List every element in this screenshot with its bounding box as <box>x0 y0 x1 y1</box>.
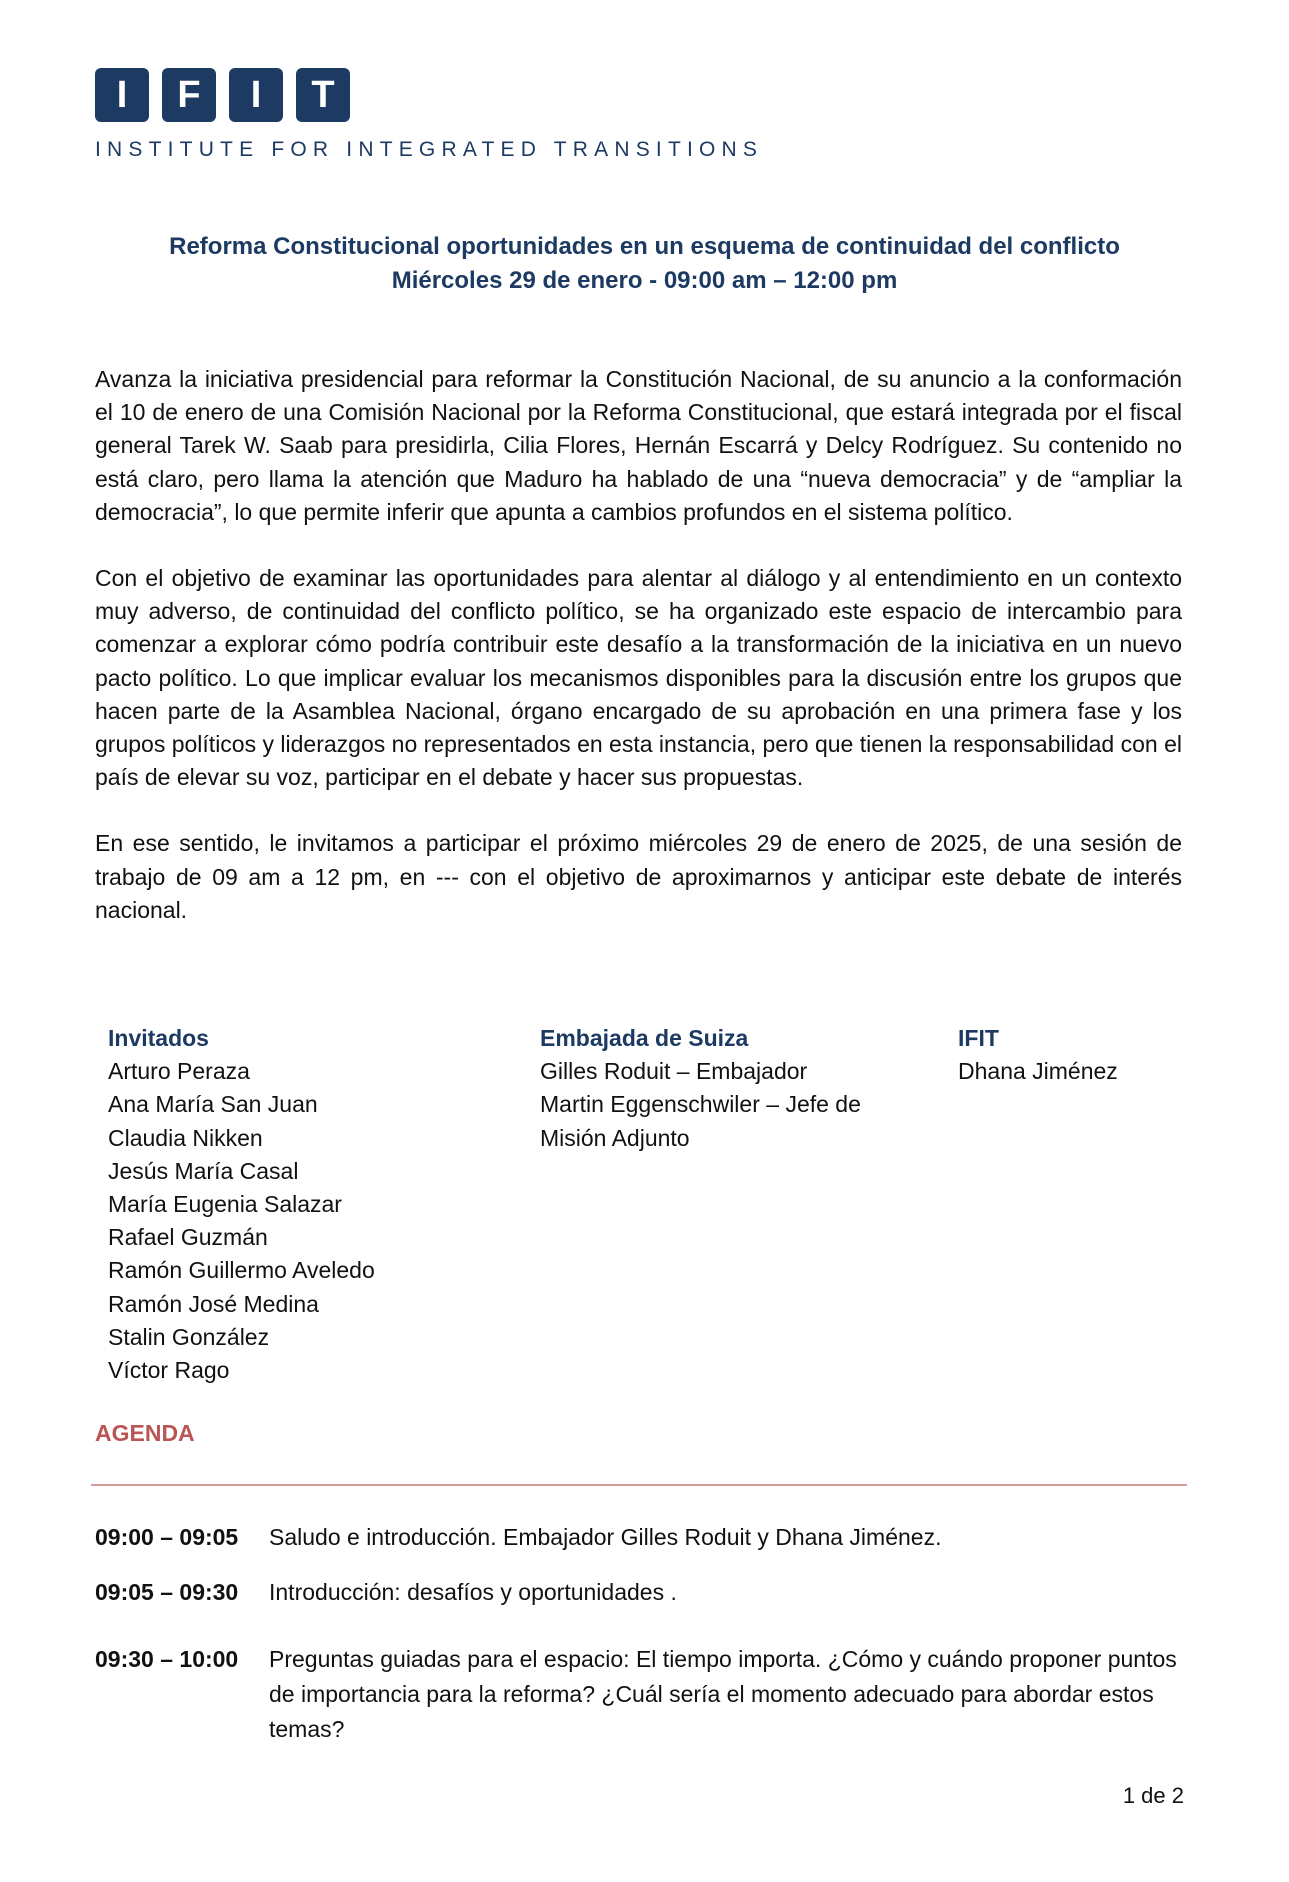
agenda-text: Saludo e introducción. Embajador Gilles Roduit y Dhana Jiménez. <box>269 1524 942 1550</box>
agenda-text: Preguntas guiadas para el espacio: El tiempo importa. ¿Cómo y cuándo proponer puntos de importancia para la reforma? ¿Cuál sería el momento adecuado para abordar estos temas? <box>269 1646 1177 1742</box>
paragraph: En ese sentido, le invitamos a participar el próximo miércoles 29 de enero de 2025, de una sesión de trabajo de 09 am a 12 pm, en --- con el objetivo de aproximarnos y anticipar este debate de interés nacional. <box>95 830 1182 923</box>
page-number: 1 de 2 <box>1122 1783 1184 1808</box>
logo-tagline: INSTITUTE FOR INTEGRATED TRANSITIONS <box>95 138 764 161</box>
attendee-name: Ana María San Juan <box>108 1091 318 1118</box>
attendee-name: Dhana Jiménez <box>958 1058 1118 1085</box>
logo-letter-boxes <box>95 68 763 122</box>
logo-letter: T <box>296 68 350 122</box>
attendee-name: María Eugenia Salazar <box>108 1191 342 1218</box>
agenda-item <box>95 1520 1190 1555</box>
title-date-line: Miércoles 29 de enero - 09:00 am – 12:00 pm <box>391 267 898 294</box>
invitados-column <box>108 1022 375 1387</box>
column-heading: Embajada de Suiza <box>540 1025 749 1051</box>
agenda-heading: AGENDA <box>95 1420 195 1446</box>
attendee-name: Ramón José Medina <box>108 1290 319 1317</box>
agenda-time: 09:00 – 09:05 <box>95 1524 239 1550</box>
column-heading: IFIT <box>958 1025 999 1051</box>
attendee-name: Claudia Nikken <box>108 1124 263 1151</box>
logo-letter: F <box>162 68 216 122</box>
attendee-name: Gilles Roduit – Embajador <box>540 1058 808 1085</box>
attendee-name: Víctor Rago <box>108 1357 230 1384</box>
embajada-column <box>540 1022 900 1155</box>
column-heading: Invitados <box>108 1025 209 1051</box>
logo-letter: I <box>95 68 149 122</box>
attendee-name: Arturo Peraza <box>108 1058 250 1085</box>
ifit-logo <box>95 68 763 162</box>
paragraph: Avanza la iniciativa presidencial para reformar la Constitución Nacional, de su anuncio a la conformación el 10 de enero de una Comisión Nacional por la Reforma Constitucional, que estará integrada por el fiscal general Tarek W. Saab para presidirla, Cilia Flores, Hernán Escarrá y Delcy Rodríguez. Su contenido no está claro, pero llama la atención que Maduro ha hablado de una “nueva democracia” y de “ampliar la democracia”, lo que permite inferir que apunta a cambios profundos en el sistema político. <box>95 366 1182 525</box>
document-title <box>0 230 1289 298</box>
attendee-name: Ramón Guillermo Aveledo <box>108 1257 375 1284</box>
agenda-item <box>95 1642 1190 1747</box>
attendee-name: Jesús María Casal <box>108 1157 299 1184</box>
paragraph: Con el objetivo de examinar las oportunidades para alentar al diálogo y al entendimiento en un contexto muy adverso, de continuidad del conflicto político, se ha organizado este espacio de intercambio para comenzar a explorar cómo podría contribuir este desafío a la transformación de la iniciativa en un nuevo pacto político. Lo que implicar evaluar los mecanismos disponibles para la discusión entre los grupos que hacen parte de la Asamblea Nacional, órgano encargado de su aprobación en una primera fase y los grupos políticos y liderazgos no representados en esta instancia, pero que tienen la responsabilidad con el país de elevar su voz, participar en el debate y hacer sus propuestas. <box>95 565 1182 791</box>
agenda-text: Introducción: desafíos y oportunidades . <box>269 1579 677 1605</box>
agenda-item <box>95 1575 1190 1610</box>
logo-letter: I <box>229 68 283 122</box>
attendee-name: Martin Eggenschwiler – Jefe de Misión Adjunto <box>540 1091 861 1151</box>
agenda-divider <box>91 1484 1187 1486</box>
attendee-name: Rafael Guzmán <box>108 1224 268 1251</box>
agenda-time: 09:05 – 09:30 <box>95 1579 239 1605</box>
agenda-list <box>95 1520 1190 1747</box>
title-line: Reforma Constitucional oportunidades en un esquema de continuidad del conflicto <box>169 233 1120 260</box>
attendee-name: Stalin González <box>108 1323 270 1350</box>
ifit-column <box>958 1022 1118 1088</box>
document-body <box>95 363 1182 927</box>
agenda-time: 09:30 – 10:00 <box>95 1646 239 1672</box>
